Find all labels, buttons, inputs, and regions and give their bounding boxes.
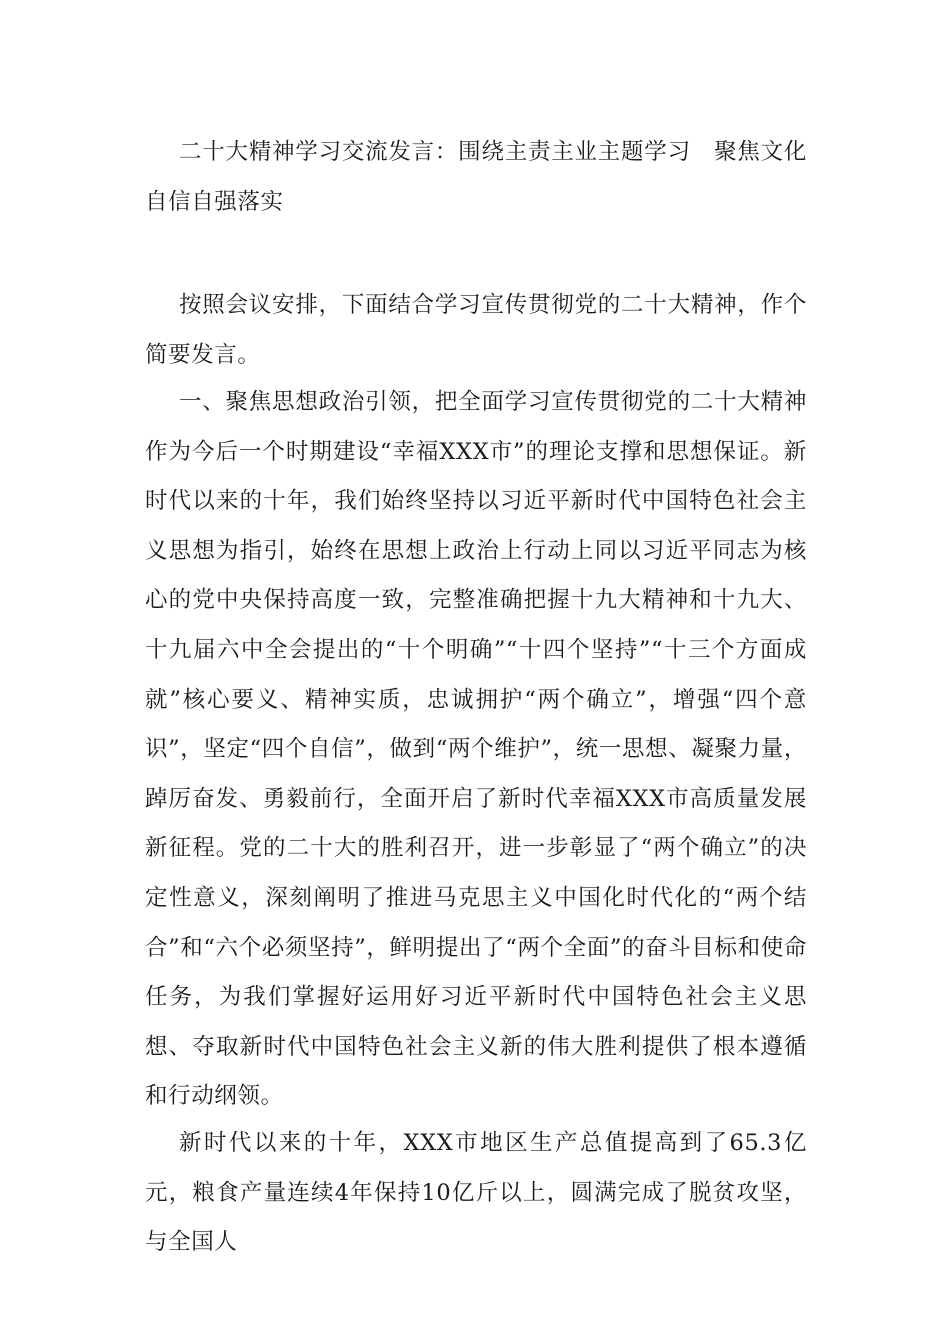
document-title: 二十大精神学习交流发言：围绕主责主业主题学习 聚焦文化自信自强落实 <box>145 139 807 215</box>
paragraph-achievements: 新时代以来的十年，XXX市地区生产总值提高到了65.3亿元，粮食产量连续4年保持10亿斤以上，圆满完成了脱贫攻坚，与全国人 <box>145 1130 807 1256</box>
paragraph-intro: 按照会议安排，下面结合学习宣传贯彻党的二十大精神，作个简要发言。 <box>145 292 807 368</box>
paragraph-section-one: 一、聚焦思想政治引领，把全面学习宣传贯彻党的二十大精神作为今后一个时期建设“幸福XXX市”的理论支撑和思想保证。新时代以来的十年，我们始终坚持以习近平新时代中国特色社会主义思想为指引，始终在思想上政治上行动上同以习近平同志为核心的党中央保持高度一致，完整准确把握十九大精神和十九大、十九届六中全会提出的“十个明确”“十四个坚持”“十三个方面成就”核心要义、精神实质，忠诚拥护“两个确立”，增强“四个意识”，坚定“四个自信”，做到“两个维护”，统一思想、凝聚力量，踔厉奋发、勇毅前行，全面开启了新时代幸福XXX市高质量发展新征程。党的二十大的胜利召开，进一步彰显了“两个确立”的决定性意义，深刻阐明了推进马克思主义中国化时代化的“两个结合”和“六个必须坚持”，鲜明提出了“两个全面”的奋斗目标和使命任务，为我们掌握好运用好习近平新时代中国特色社会主义思想、夺取新时代中国特色社会主义新的伟大胜利提供了根本遵循和行动纲领。 <box>145 389 807 1110</box>
